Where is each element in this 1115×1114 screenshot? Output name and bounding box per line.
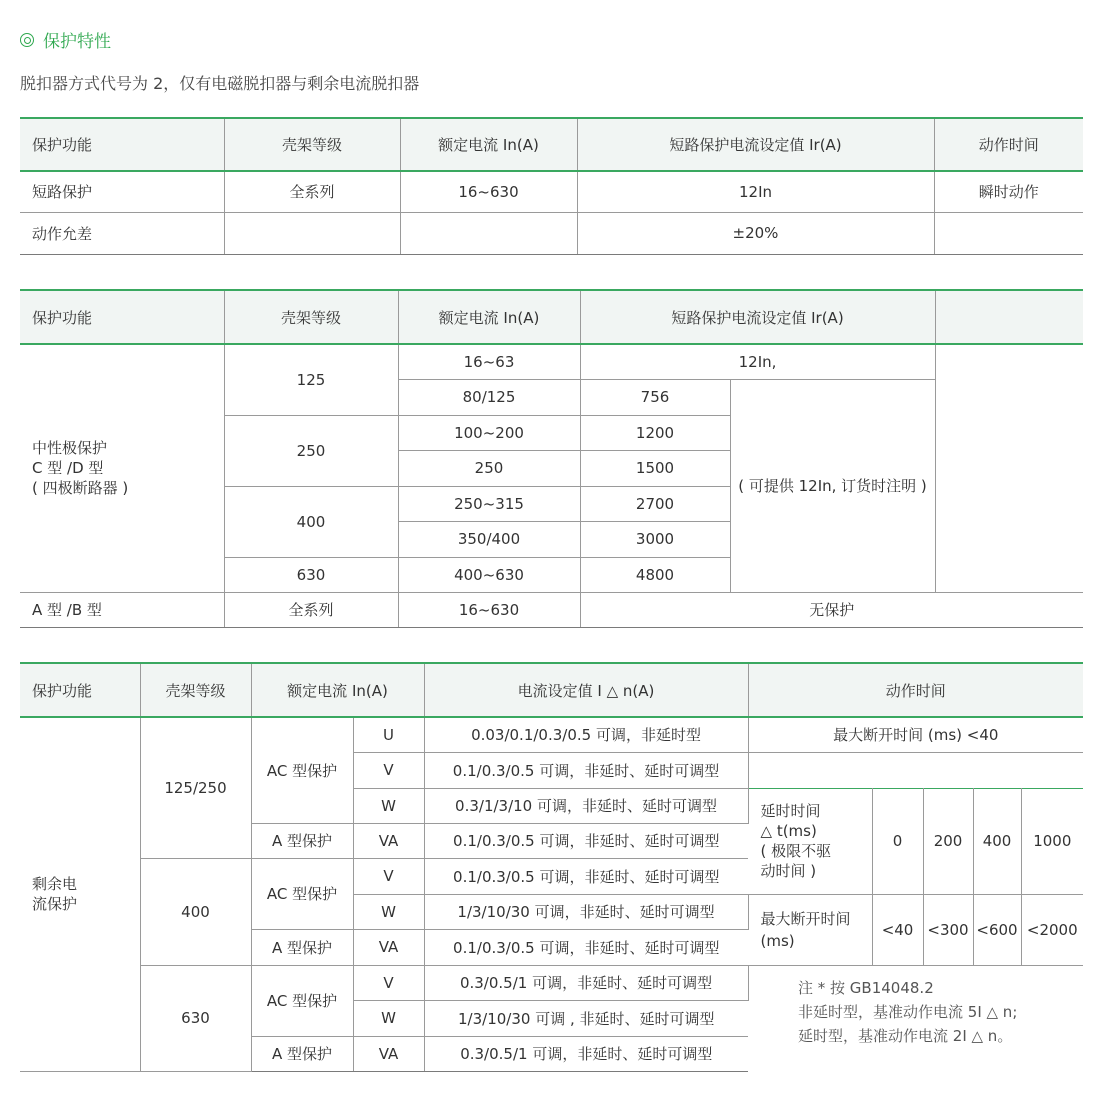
max-break-value-cell: <300 <box>923 894 973 965</box>
header-cell: 短路保护电流设定值 Ir(A) <box>580 290 935 344</box>
table-cell: 瞬时动作 <box>934 171 1083 212</box>
header-cell: 额定电流 In(A) <box>400 118 577 171</box>
table-row <box>20 171 1083 212</box>
type-cell: A 型保护 <box>251 1036 353 1071</box>
setting-cell: 0.3/0.5/1 可调，非延时、延时可调型 <box>424 1036 748 1071</box>
setting-cell: 0.1/0.3/0.5 可调，非延时、延时可调型 <box>424 858 748 894</box>
label-line: 最大断开时间 <box>760 909 851 928</box>
type-cell: A 型保护 <box>251 823 353 858</box>
header-cell: 壳架等级 <box>224 290 398 344</box>
header-cell: 壳架等级 <box>140 663 251 717</box>
code-cell: U <box>353 717 424 752</box>
table-cell: 短路保护 <box>20 171 224 212</box>
frame-cell: 125/250 <box>140 717 251 858</box>
section-heading-text: 保护特性 <box>43 32 111 52</box>
footnote-line: 非延时型，基准动作电流 5I △ n; <box>798 1003 1018 1021</box>
table-row <box>20 592 1083 627</box>
label-line: 动时间 ) <box>760 862 817 880</box>
header-cell: 动作时间 <box>934 118 1083 171</box>
setting-cell: 3000 <box>580 521 730 557</box>
frame-cell: 400 <box>224 486 398 557</box>
setting-cell: 0.3/0.5/1 可调，非延时、延时可调型 <box>424 965 748 1000</box>
optional-note-cell: ( 可提供 12In, 订货时注明 ) <box>730 379 935 592</box>
delay-value-cell: 200 <box>923 788 973 894</box>
setting-cell: 12In, <box>580 344 935 379</box>
code-cell: V <box>353 858 424 894</box>
delay-time-label <box>748 788 872 894</box>
header-cell: 额定电流 In(A) <box>251 663 424 717</box>
label-line: 中性极保护 <box>32 439 108 458</box>
header-cell: 动作时间 <box>748 663 1083 717</box>
section-heading <box>20 27 111 52</box>
max-break-u-cell: 最大断开时间 (ms) <40 <box>748 717 1083 752</box>
blank-cell <box>748 752 1083 788</box>
max-break-label <box>748 894 872 965</box>
table-header-row <box>20 663 1083 717</box>
setting-cell: 4800 <box>580 557 730 592</box>
table-cell: 16~630 <box>398 592 580 627</box>
code-cell: V <box>353 965 424 1000</box>
setting-cell: 1200 <box>580 415 730 450</box>
type-cell: AC 型保护 <box>251 717 353 823</box>
circle-bullet-icon <box>20 33 34 47</box>
label-line: 流保护 <box>32 895 78 914</box>
setting-cell: 756 <box>580 379 730 415</box>
table-cell: 全系列 <box>224 171 400 212</box>
label-line: 剩余电 <box>32 875 78 894</box>
code-cell: VA <box>353 1036 424 1071</box>
frame-cell: 250 <box>224 415 398 486</box>
table-header-row <box>20 290 1083 344</box>
label-line: (ms) <box>760 931 795 950</box>
setting-cell: 2700 <box>580 486 730 521</box>
label-line: ( 四极断路器 ) <box>32 479 129 498</box>
table-cell <box>400 212 577 254</box>
code-cell: V <box>353 752 424 788</box>
delay-value-cell: 0 <box>872 788 923 894</box>
setting-cell: 1/3/10/30 可调，非延时、延时可调型 <box>424 894 748 929</box>
code-cell: W <box>353 1000 424 1036</box>
table-cell: ±20% <box>577 212 934 254</box>
setting-cell: 0.1/0.3/0.5 可调，非延时、延时可调型 <box>424 752 748 788</box>
footnote-line: 延时型，基准动作电流 2I △ n。 <box>798 1027 1013 1045</box>
type-cell: A 型保护 <box>251 929 353 965</box>
label-line: C 型 /D 型 <box>32 459 104 478</box>
header-cell <box>935 290 1083 344</box>
table-cell <box>934 212 1083 254</box>
footnote-line: 注 * 按 GB14048.2 <box>798 979 934 997</box>
code-cell: VA <box>353 929 424 965</box>
table-cell <box>224 212 400 254</box>
table-cell: A 型 /B 型 <box>20 592 224 627</box>
intro-text: 脱扣器方式代号为 2，仅有电磁脱扣器与剩余电流脱扣器 <box>20 74 420 93</box>
max-break-value-cell: <600 <box>973 894 1021 965</box>
frame-cell: 630 <box>224 557 398 592</box>
current-cell: 250~315 <box>398 486 580 521</box>
header-cell: 保护功能 <box>20 663 140 717</box>
current-cell: 250 <box>398 450 580 486</box>
frame-cell: 400 <box>140 858 251 965</box>
type-cell: AC 型保护 <box>251 858 353 929</box>
code-cell: W <box>353 894 424 929</box>
setting-cell: 0.03/0.1/0.3/0.5 可调，非延时型 <box>424 717 748 752</box>
header-cell: 额定电流 In(A) <box>398 290 580 344</box>
table-header-row <box>20 118 1083 171</box>
header-cell: 壳架等级 <box>224 118 400 171</box>
table-row <box>20 717 1083 752</box>
table-cell: 动作允差 <box>20 212 224 254</box>
header-cell: 保护功能 <box>20 118 224 171</box>
footnote <box>798 976 1017 1048</box>
table-row <box>20 212 1083 254</box>
current-cell: 80/125 <box>398 379 580 415</box>
table-neutral-protection <box>20 289 1083 628</box>
current-cell: 400~630 <box>398 557 580 592</box>
table-instant-protection <box>20 117 1083 255</box>
header-cell: 短路保护电流设定值 Ir(A) <box>577 118 934 171</box>
current-cell: 16~63 <box>398 344 580 379</box>
delay-value-cell: 1000 <box>1021 788 1083 894</box>
setting-cell: 0.1/0.3/0.5 可调，非延时、延时可调型 <box>424 929 748 965</box>
header-cell: 电流设定值 I △ n(A) <box>424 663 748 717</box>
label-line: 延时时间 <box>760 802 821 820</box>
type-cell: AC 型保护 <box>251 965 353 1036</box>
blank-cell <box>935 344 1083 592</box>
table-cell: 16~630 <box>400 171 577 212</box>
table-row <box>20 344 1083 379</box>
neutral-protection-label <box>20 344 224 592</box>
max-break-value-cell: <2000 <box>1021 894 1083 965</box>
label-line: △ t(ms) <box>760 822 817 840</box>
frame-cell: 125 <box>224 344 398 415</box>
delay-value-cell: 400 <box>973 788 1021 894</box>
current-cell: 100~200 <box>398 415 580 450</box>
max-break-value-cell: <40 <box>872 894 923 965</box>
setting-cell: 1500 <box>580 450 730 486</box>
table-cell: 全系列 <box>224 592 398 627</box>
code-cell: W <box>353 788 424 823</box>
header-cell: 保护功能 <box>20 290 224 344</box>
residual-protection-label <box>20 717 140 1071</box>
label-line: ( 极限不驱 <box>760 842 832 860</box>
frame-cell: 630 <box>140 965 251 1071</box>
code-cell: VA <box>353 823 424 858</box>
setting-cell: 1/3/10/30 可调 , 非延时、延时可调型 <box>424 1000 748 1036</box>
setting-cell: 0.3/1/3/10 可调，非延时、延时可调型 <box>424 788 748 823</box>
table-cell: 无保护 <box>580 592 1083 627</box>
setting-cell: 0.1/0.3/0.5 可调，非延时、延时可调型 <box>424 823 748 858</box>
table-cell: 12In <box>577 171 934 212</box>
current-cell: 350/400 <box>398 521 580 557</box>
